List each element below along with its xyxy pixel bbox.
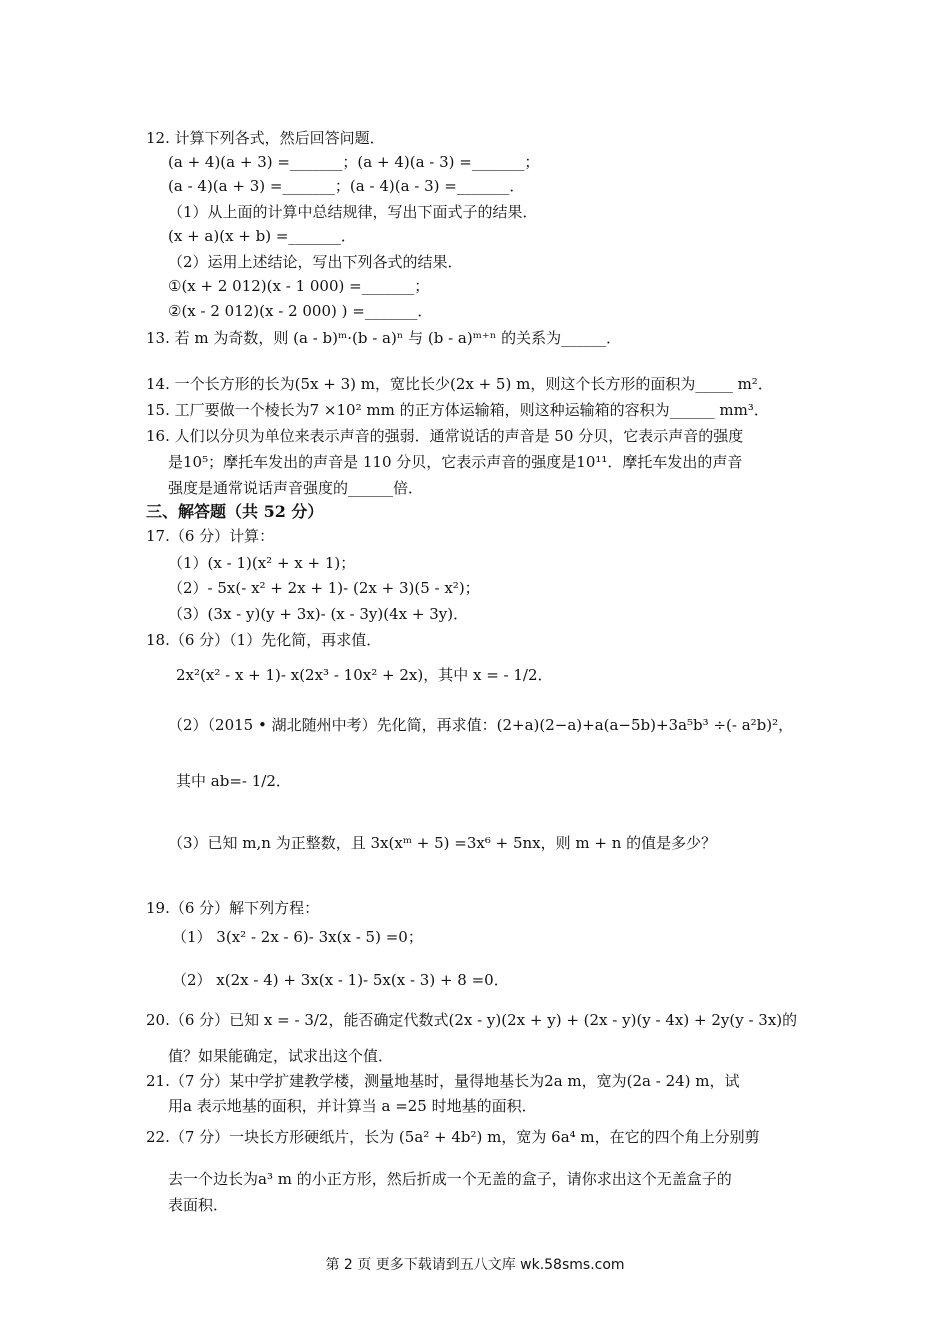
q12-title: 12. 计算下列各式，然后回答问题． bbox=[146, 129, 385, 147]
q21-line-2: 用a 表示地基的面积，并计算当 a =25 时地基的面积． bbox=[168, 1097, 537, 1115]
q18-part-2-where: 其中 ab=- 1/2． bbox=[176, 772, 291, 790]
q14-text: 14. 一个长方形的长为(5x + 3) m，宽比长少(2x + 5) m，则这个长方形的面积为_____ m²． bbox=[146, 375, 773, 393]
q18-expression-1: 2x²(x² - x + 1)- x(2x³ - 10x² + 2x)，其中 x = - 1/2． bbox=[176, 666, 553, 684]
q12-row-1: (a + 4)(a + 3) =_______；(a + 4)(a - 3) =_______； bbox=[168, 153, 540, 171]
q13-text: 13. 若 m 为奇数，则 (a - b)ᵐ·(b - a)ⁿ 与 (b - a)ᵐ⁺ⁿ 的关系为______． bbox=[146, 329, 622, 347]
q18-part-3: （3）已知 m,n 为正整数，且 3x(xᵐ + 5) =3x⁶ + 5nx，则 m + n 的值是多少？ bbox=[168, 834, 717, 852]
q17-item-3: （3）(3x - y)(y + 3x)- (x - 3y)(4x + 3y)． bbox=[168, 605, 469, 623]
q22-line-3: 表面积． bbox=[168, 1196, 229, 1214]
q19-item-2: （2） x(2x - 4) + 3x(x - 1)- 5x(x - 3) + 8 =0． bbox=[172, 971, 509, 989]
q20-line-1: 20.（6 分）已知 x = - 3/2，能否确定代数式(2x - y)(2x + y) + (2x - y)(y - 4x) + 2y(y - 3x)的 bbox=[146, 1011, 798, 1029]
q17-title: 17.（6 分）计算： bbox=[146, 527, 275, 545]
q12-part-2-b: ②(x - 2 012)(x - 2 000) ) =_______． bbox=[168, 302, 433, 320]
q12-part-1-expression: (x + a)(x + b) =_______． bbox=[168, 227, 356, 245]
q19-item-1: （1） 3(x² - 2x - 6)- 3x(x - 5) =0； bbox=[172, 928, 423, 946]
q21-line-1: 21.（7 分）某中学扩建教学楼，测量地基时，量得地基长为2a m，宽为(2a - 24) m，试 bbox=[146, 1072, 740, 1090]
page-footer: 第 2 页 更多下载请到五八文库 wk.58sms.com bbox=[325, 1257, 625, 1273]
q20-line-2: 值？如果能确定，试求出这个值． bbox=[168, 1047, 394, 1065]
q12-row-2: (a - 4)(a + 3) =_______；(a - 4)(a - 3) =_______． bbox=[168, 177, 525, 195]
q17-item-1: （1）(x - 1)(x² + x + 1)； bbox=[168, 554, 356, 572]
q18-title: 18.（6 分）（1）先化简，再求值． bbox=[146, 631, 382, 649]
q19-title: 19.（6 分）解下列方程： bbox=[146, 899, 320, 917]
q22-line-2: 去一个边长为a³ m 的小正方形，然后折成一个无盖的盒子，请你求出这个无盖盒子的 bbox=[168, 1170, 732, 1188]
q18-part-2: （2）（2015 • 湖北随州中考）先化简，再求值：(2+a)(2−a)+a(a−5b)+3a⁵b³ ÷(- a²b)²， bbox=[168, 716, 794, 734]
q12-part-2-a: ①(x + 2 012)(x - 1 000) =_______； bbox=[168, 277, 430, 295]
section-3-title: 三、解答题（共 52 分） bbox=[146, 502, 324, 521]
q16-line-2: 是10⁵；摩托车发出的声音是 110 分贝，它表示声音的强度是10¹¹．摩托车发出的声音 bbox=[168, 453, 743, 471]
q12-part-1: （1）从上面的计算中总结规律，写出下面式子的结果． bbox=[168, 203, 538, 221]
q12-part-2: （2）运用上述结论，写出下列各式的结果． bbox=[168, 253, 463, 271]
q22-line-1: 22.（7 分）一块长方形硬纸片，长为 (5a² + 4b²) m，宽为 6a⁴ m，在它的四个角上分别剪 bbox=[146, 1128, 760, 1146]
q17-item-2: （2）- 5x(- x² + 2x + 1)- (2x + 3)(5 - x²)； bbox=[168, 579, 480, 597]
q16-line-1: 16. 人们以分贝为单位来表示声音的强弱．通常说话的声音是 50 分贝，它表示声音的强度 bbox=[146, 427, 744, 445]
q16-line-3: 强度是通常说话声音强度的______倍． bbox=[168, 479, 424, 497]
q15-text: 15. 工厂要做一个棱长为7 ×10² mm 的正方体运输箱，则这种运输箱的容积为______ mm³． bbox=[146, 401, 769, 419]
